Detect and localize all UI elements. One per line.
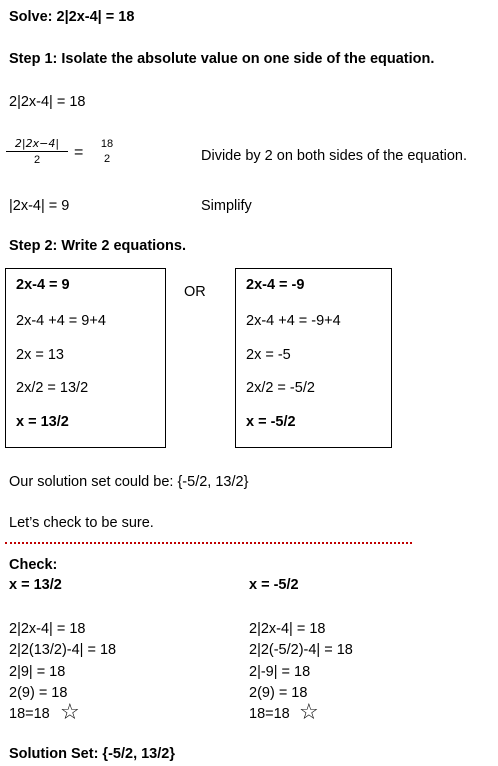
check-note: Let’s check to be sure. [9, 515, 154, 531]
check-left-line: 2|2(13/2)-4| = 18 [9, 642, 117, 658]
check-left-line: 18=18 [9, 706, 50, 722]
left-box-line: 2x = 13 [16, 347, 64, 363]
simplified-equation: |2x-4| = 9 [9, 198, 70, 214]
check-heading: Check: [9, 557, 58, 573]
section-divider [5, 542, 412, 544]
final-solution-set: Solution Set: {-5/2, 13/2} [9, 746, 175, 762]
left-fraction [6, 137, 68, 167]
simplify-note: Simplify [201, 198, 252, 214]
check-left-line: 2|9| = 18 [9, 664, 66, 680]
left-fraction-numerator: 2|2x−4| [14, 137, 60, 150]
check-left-header: x = 13/2 [9, 577, 62, 593]
star-outline-icon: ☆ [60, 700, 80, 725]
solution-note: Our solution set could be: {-5/2, 13/2} [9, 474, 249, 490]
check-right-header: x = -5/2 [249, 577, 299, 593]
right-box-line: 2x/2 = -5/2 [246, 380, 315, 396]
right-box-line: 2x-4 = -9 [246, 277, 305, 293]
left-box-line: 2x-4 +4 = 9+4 [16, 313, 106, 329]
right-fraction-denominator: 2 [103, 153, 111, 165]
equation-line: 2|2x-4| = 18 [9, 94, 86, 110]
or-label: OR [184, 284, 206, 300]
check-left-line: 2(9) = 18 [9, 685, 68, 701]
left-fraction-denominator: 2 [6, 151, 68, 167]
check-right-line: 2(9) = 18 [249, 685, 308, 701]
left-box-line: x = 13/2 [16, 414, 69, 430]
right-box-line: 2x = -5 [246, 347, 291, 363]
step1-heading: Step 1: Isolate the absolute value on one side of the equation. [9, 51, 435, 67]
star-outline-icon: ☆ [299, 700, 319, 725]
check-right-line: 18=18 [249, 706, 290, 722]
right-box-line: 2x-4 +4 = -9+4 [246, 313, 341, 329]
step2-heading: Step 2: Write 2 equations. [9, 238, 186, 254]
check-right-line: 2|2x-4| = 18 [249, 621, 326, 637]
fraction-equals: = [74, 144, 84, 161]
left-box-line: 2x/2 = 13/2 [16, 380, 89, 396]
problem-title: Solve: 2|2x-4| = 18 [9, 9, 135, 25]
check-right-line: 2|-9| = 18 [249, 664, 311, 680]
right-fraction-numerator: 18 [100, 138, 114, 150]
check-right-line: 2|2(-5/2)-4| = 18 [249, 642, 353, 658]
left-box-line: 2x-4 = 9 [16, 277, 70, 293]
check-left-line: 2|2x-4| = 18 [9, 621, 86, 637]
right-fraction [92, 137, 122, 166]
divide-note: Divide by 2 on both sides of the equation. [201, 148, 468, 164]
right-box-line: x = -5/2 [246, 414, 296, 430]
